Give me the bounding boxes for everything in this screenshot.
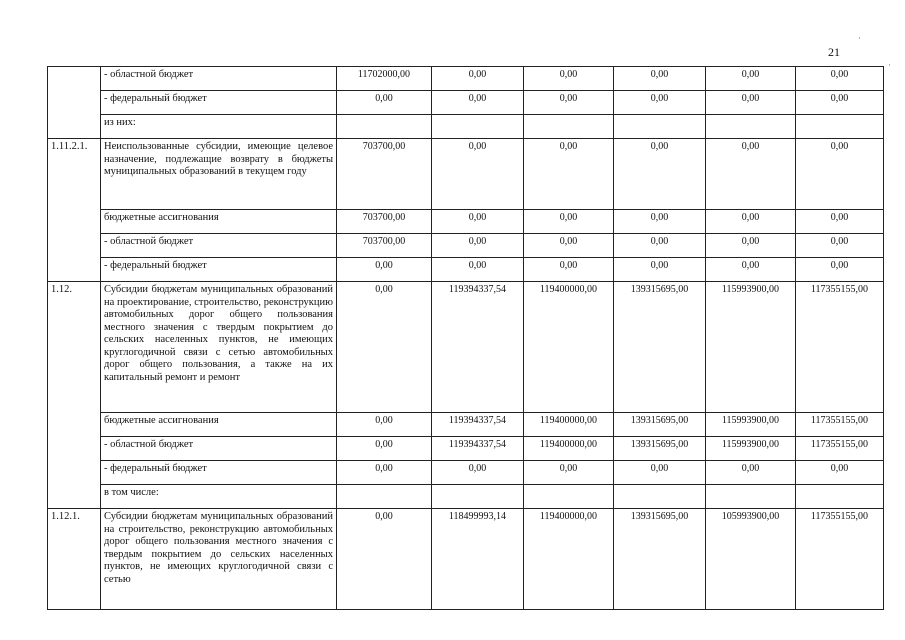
value-cell: 0,00 — [706, 258, 796, 282]
value-cell: 0,00 — [524, 67, 614, 91]
value-cell: 117355155,00 — [796, 282, 884, 413]
row-code — [48, 67, 101, 139]
value-cell: 0,00 — [614, 91, 706, 115]
value-cell: 703700,00 — [337, 210, 432, 234]
value-cell: 119400000,00 — [524, 282, 614, 413]
row-code: 1.12. — [48, 282, 101, 509]
table-row — [48, 258, 884, 282]
value-cell: 0,00 — [432, 91, 524, 115]
value-cell — [614, 115, 706, 139]
value-cell: 0,00 — [432, 461, 524, 485]
value-cell: 139315695,00 — [614, 509, 706, 610]
value-cell: 139315695,00 — [614, 413, 706, 437]
value-cell: 0,00 — [796, 210, 884, 234]
row-description: - областной бюджет — [101, 67, 337, 91]
row-code: 1.11.2.1. — [48, 139, 101, 282]
budget-table — [47, 66, 884, 610]
value-cell — [432, 115, 524, 139]
value-cell: 0,00 — [524, 210, 614, 234]
value-cell — [432, 485, 524, 509]
value-cell: 119400000,00 — [524, 437, 614, 461]
row-description: - областной бюджет — [101, 437, 337, 461]
value-cell: 105993900,00 — [706, 509, 796, 610]
value-cell: 0,00 — [337, 461, 432, 485]
value-cell: 119394337,54 — [432, 282, 524, 413]
value-cell: 0,00 — [796, 67, 884, 91]
table-body — [48, 67, 884, 610]
value-cell: 0,00 — [432, 210, 524, 234]
value-cell: 0,00 — [614, 210, 706, 234]
value-cell — [706, 115, 796, 139]
table-row — [48, 139, 884, 210]
table-row — [48, 461, 884, 485]
table-row — [48, 509, 884, 610]
value-cell: 0,00 — [432, 258, 524, 282]
table-row — [48, 413, 884, 437]
value-cell: 119394337,54 — [432, 413, 524, 437]
value-cell — [337, 115, 432, 139]
value-cell: 0,00 — [706, 91, 796, 115]
value-cell: 703700,00 — [337, 139, 432, 210]
value-cell — [524, 115, 614, 139]
value-cell: 0,00 — [337, 258, 432, 282]
value-cell — [614, 485, 706, 509]
value-cell: 0,00 — [524, 91, 614, 115]
value-cell: 0,00 — [614, 258, 706, 282]
row-code: 1.12.1. — [48, 509, 101, 610]
value-cell: 117355155,00 — [796, 509, 884, 610]
table-row — [48, 282, 884, 413]
value-cell: 0,00 — [796, 234, 884, 258]
value-cell: 0,00 — [524, 139, 614, 210]
row-description: бюджетные ассигнования — [101, 210, 337, 234]
value-cell: 119394337,54 — [432, 437, 524, 461]
scan-mark: · — [888, 60, 891, 70]
row-description: Субсидии бюджетам муниципальных образований на проектирование, строительство, реконструкцию автомобильных дорог общего пользования местного значения с твердым покрытием до сельских населенных пунктов, не имеющих круглогодичной связи с сетью автомобильных дорог общего пользования, а также на их капитальный ремонт и ремонт — [101, 282, 337, 413]
value-cell: 118499993,14 — [432, 509, 524, 610]
table-row — [48, 210, 884, 234]
table-row — [48, 115, 884, 139]
table-row — [48, 437, 884, 461]
value-cell: 0,00 — [796, 461, 884, 485]
value-cell: 117355155,00 — [796, 413, 884, 437]
value-cell — [796, 115, 884, 139]
row-description: бюджетные ассигнования — [101, 413, 337, 437]
value-cell: 0,00 — [706, 461, 796, 485]
value-cell: 0,00 — [614, 67, 706, 91]
value-cell: 139315695,00 — [614, 437, 706, 461]
table-row — [48, 485, 884, 509]
value-cell: 0,00 — [337, 413, 432, 437]
scan-mark: · — [858, 33, 861, 43]
value-cell: 119400000,00 — [524, 413, 614, 437]
value-cell: 0,00 — [614, 139, 706, 210]
value-cell — [337, 485, 432, 509]
value-cell: 0,00 — [796, 139, 884, 210]
value-cell: 0,00 — [706, 139, 796, 210]
row-description: в том числе: — [101, 485, 337, 509]
value-cell — [796, 485, 884, 509]
table-row — [48, 67, 884, 91]
value-cell: 0,00 — [432, 234, 524, 258]
row-description: - федеральный бюджет — [101, 258, 337, 282]
table-row — [48, 234, 884, 258]
value-cell — [524, 485, 614, 509]
value-cell: 0,00 — [706, 234, 796, 258]
row-description: из них: — [101, 115, 337, 139]
value-cell: 0,00 — [337, 509, 432, 610]
value-cell: 115993900,00 — [706, 437, 796, 461]
value-cell: 0,00 — [337, 437, 432, 461]
row-description: Неиспользованные субсидии, имеющие целевое назначение, подлежащие возврату в бюджеты муниципальных образований в текущем году — [101, 139, 337, 210]
value-cell: 0,00 — [524, 234, 614, 258]
page-number: 21 — [828, 45, 840, 59]
value-cell: 117355155,00 — [796, 437, 884, 461]
value-cell: 115993900,00 — [706, 413, 796, 437]
value-cell: 0,00 — [432, 139, 524, 210]
value-cell — [706, 485, 796, 509]
value-cell: 0,00 — [706, 67, 796, 91]
value-cell: 0,00 — [524, 461, 614, 485]
value-cell: 0,00 — [706, 210, 796, 234]
value-cell: 0,00 — [614, 461, 706, 485]
value-cell: 119400000,00 — [524, 509, 614, 610]
row-description: - областной бюджет — [101, 234, 337, 258]
row-description: - федеральный бюджет — [101, 461, 337, 485]
value-cell: 703700,00 — [337, 234, 432, 258]
value-cell: 0,00 — [796, 258, 884, 282]
value-cell: 0,00 — [432, 67, 524, 91]
value-cell: 115993900,00 — [706, 282, 796, 413]
row-description: - федеральный бюджет — [101, 91, 337, 115]
value-cell: 0,00 — [524, 258, 614, 282]
row-description: Субсидии бюджетам муниципальных образований на строительство, реконструкцию автомобильных дорог общего пользования местного значения с твердым покрытием до сельских населенных пунктов, не имеющих круглогодичной связи с сетью — [101, 509, 337, 610]
value-cell: 0,00 — [796, 91, 884, 115]
value-cell: 11702000,00 — [337, 67, 432, 91]
value-cell: 139315695,00 — [614, 282, 706, 413]
value-cell: 0,00 — [337, 282, 432, 413]
value-cell: 0,00 — [337, 91, 432, 115]
table-row — [48, 91, 884, 115]
value-cell: 0,00 — [614, 234, 706, 258]
